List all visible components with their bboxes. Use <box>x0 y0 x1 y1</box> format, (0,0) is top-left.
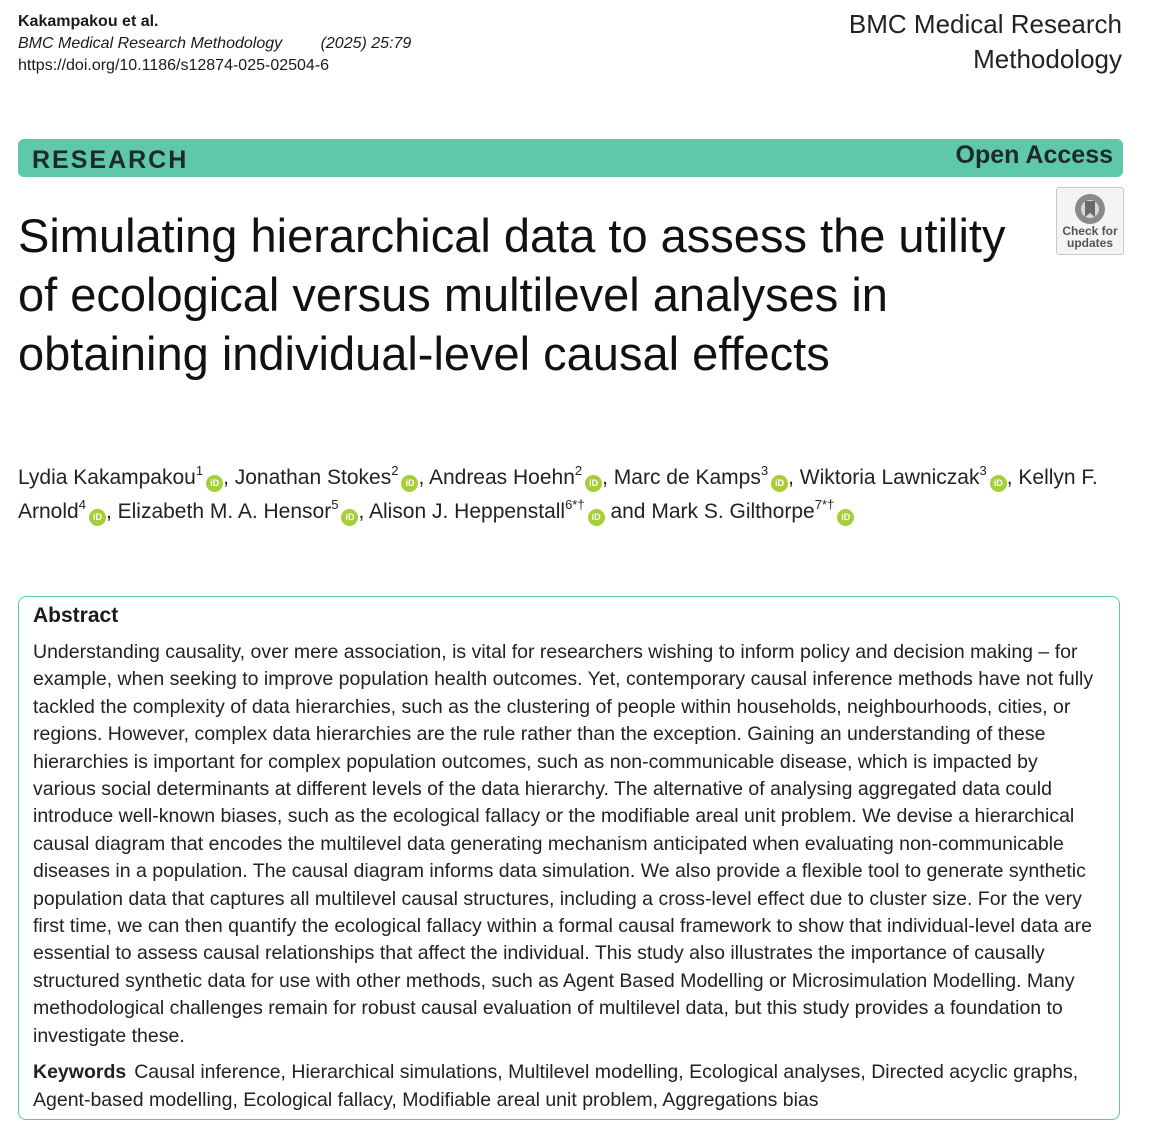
journal-name-line2: Methodology <box>973 44 1122 74</box>
article-type-band <box>18 139 1123 177</box>
author-item <box>18 463 223 489</box>
check-for-updates-icon <box>1072 192 1108 226</box>
journal-citation: BMC Medical Research Methodology <box>18 35 283 52</box>
author-affiliation: 4 <box>78 497 86 512</box>
citation-line <box>18 33 411 55</box>
author-name: Kellyn F. Arnold <box>18 466 1098 523</box>
author-affiliation: 3 <box>979 463 987 478</box>
author-item <box>117 497 359 523</box>
author-affiliation: 6*† <box>565 497 585 512</box>
orcid-icon[interactable]: iD <box>401 475 418 492</box>
orcid-icon[interactable]: iD <box>206 475 223 492</box>
article-title: Simulating hierarchical data to assess the utility of ecological versus multilevel analyses in obtaining individual-level causal effects <box>18 209 1006 380</box>
author-separator: , <box>788 466 800 489</box>
author-name: Wiktoria Lawniczak <box>799 466 980 489</box>
orcid-icon[interactable]: iD <box>585 475 602 492</box>
running-authors: Kakampakou et al. <box>18 13 159 30</box>
author-separator: , <box>1006 466 1019 489</box>
author-separator: , <box>105 500 118 523</box>
abstract-box <box>18 596 1120 1120</box>
author-name: Andreas Hoehn <box>428 466 575 489</box>
author-list <box>18 461 1128 529</box>
journal-name <box>849 7 1122 77</box>
author-name: Elizabeth M. A. Hensor <box>117 500 332 523</box>
author-name: Jonathan Stokes <box>234 466 392 489</box>
check-for-updates-button[interactable] <box>1056 187 1124 255</box>
author-affiliation: 7*† <box>814 497 835 512</box>
author-separator: , <box>418 466 429 489</box>
author-item <box>428 463 602 489</box>
check-line1: Check for <box>1062 224 1118 238</box>
orcid-icon[interactable]: iD <box>771 475 788 492</box>
author-separator: , <box>223 466 235 489</box>
author-item <box>368 497 605 523</box>
abstract-text: Understanding causality, over mere association, is vital for researchers wishing to inform policy and decision making – for example, when seeking to improve population health outcomes. Yet, contemporary causal inference methods have not fully tackled the complexity of data hierarchies, such as the clustering of people within households, neighbourhoods, cities, or regions. However, complex data hierarchies are the rule rather than the exception. Gaining an understanding of these hierarchies is important for complex population outcomes, such as non-communicable disease, which is impacted by various social determinants at different levels of the data hierarchy. The alternative of analysing aggregated data could introduce well-known biases, such as the ecological fallacy or the modifiable areal unit problem. We devise a hierarchical causal diagram that encodes the multilevel data generating mechanism anticipated when evaluating non-communicable diseases in a population. The causal diagram informs data simulation. We also provide a flexible tool to generate synthetic population data that captures all multilevel causal structures, including a cross-level effect due to cluster size. For the very first time, we can then quantify the ecological fallacy within a formal causal framework to show that individual-level data are essential to assess causal relationships that affect the individual. This study also illustrates the importance of causally structured synthetic data for use with other methods, such as Agent Based Modelling or Microsimulation Modelling. Many methodological challenges remain for robust causal evaluation of multilevel data, but this study provides a foundation to investigate these. <box>33 641 1094 1047</box>
author-name: Marc de Kamps <box>613 466 761 489</box>
author-item <box>234 463 419 489</box>
author-name: Mark S. Gilthorpe <box>651 500 815 523</box>
author-separator: , <box>358 500 369 523</box>
author-name: Lydia Kakampakou <box>18 466 196 489</box>
author-item <box>651 497 854 523</box>
keywords <box>33 1058 1105 1114</box>
author-affiliation: 5 <box>331 497 339 512</box>
section-label: RESEARCH <box>32 146 189 174</box>
year-volume: (2025) 25:79 <box>320 35 412 52</box>
orcid-icon[interactable]: iD <box>341 509 358 526</box>
keywords-list: Causal inference, Hierarchical simulations, Multilevel modelling, Ecological analyses, Directed acyclic graphs, Agent-based modelling, Ecological fallacy, Modifiable areal unit problem, Aggregations bias <box>33 1061 1079 1111</box>
article-meta <box>18 11 411 77</box>
author-affiliation: 2 <box>391 463 399 478</box>
open-access-label: Open Access <box>955 141 1113 169</box>
author-affiliation: 3 <box>760 463 769 478</box>
check-for-updates-text <box>1057 225 1123 249</box>
keywords-label: Keywords <box>33 1061 127 1083</box>
doi-link[interactable]: https://doi.org/10.1186/s12874-025-02504-6 <box>18 57 330 74</box>
author-affiliation: 2 <box>574 463 583 478</box>
check-line2: updates <box>1066 236 1113 250</box>
author-name: Alison J. Heppenstall <box>368 500 566 523</box>
orcid-icon[interactable]: iD <box>89 509 106 526</box>
orcid-icon[interactable]: iD <box>588 509 605 526</box>
author-separator: and <box>604 500 652 523</box>
journal-name-line1: BMC Medical Research <box>848 9 1122 39</box>
author-item <box>799 463 1007 489</box>
orcid-icon[interactable]: iD <box>837 509 854 526</box>
author-affiliation: 1 <box>195 463 204 478</box>
orcid-icon[interactable]: iD <box>990 475 1007 492</box>
author-item <box>613 463 788 489</box>
author-separator: , <box>602 466 614 489</box>
abstract-heading: Abstract <box>33 604 119 627</box>
